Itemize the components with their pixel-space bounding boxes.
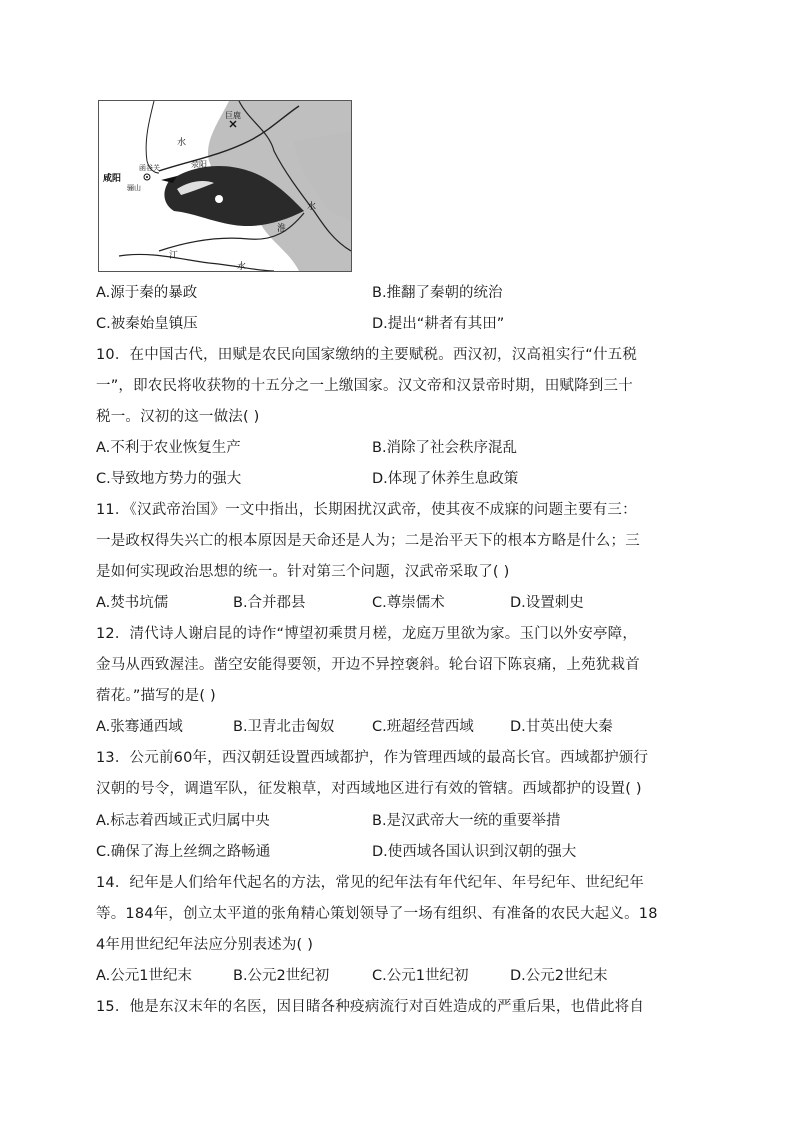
q11-option-a[interactable]: A.焚书坑儒	[96, 595, 169, 611]
q14-option-c[interactable]: C.公元1世纪初	[372, 968, 469, 984]
map-label-lishan: 骊山	[127, 184, 141, 192]
q9-option-c[interactable]: C.被秦始皇镇压	[96, 316, 198, 332]
q13-option-c[interactable]: C.确保了海上丝绸之路畅通	[96, 844, 271, 860]
q11-option-c[interactable]: C.尊崇儒术	[372, 595, 445, 611]
q13-option-b[interactable]: B.是汉武帝大一统的重要举措	[372, 813, 561, 829]
q13-stem-line-2: 汉朝的号令，调遣军队，征发粮草，对西域地区进行有效的管辖。西域都护的设置( )	[96, 781, 642, 797]
q12-option-c[interactable]: C.班超经营西域	[372, 719, 474, 735]
q12-option-b[interactable]: B.卫青北击匈奴	[233, 719, 335, 735]
q14-option-a[interactable]: A.公元1世纪末	[96, 968, 192, 984]
q11-stem-line-2: 一是政权得失兴亡的根本原因是天命还是人为；二是治平天下的根本方略是什么；三	[96, 533, 640, 549]
map-label-julu: 巨鹿	[225, 111, 241, 120]
map-figure	[98, 100, 352, 272]
map-label-xianyang: 咸阳	[103, 174, 122, 184]
q9-option-d[interactable]: D.提出“耕者有其田”	[372, 316, 505, 332]
q10-stem-line-3: 税一。汉初的这一做法( )	[96, 409, 260, 425]
map-label-jiang: 江	[169, 251, 179, 261]
q12-stem-line-1: 12．清代诗人谢启昆的诗作“博望初乘贯月槎，龙庭万里欲为家。玉门以外安亭障，	[96, 626, 638, 642]
q13-option-a[interactable]: A.标志着西域正式归属中央	[96, 813, 270, 829]
q14-stem-line-3: 4年用世纪纪年法应分别表述为( )	[96, 937, 314, 953]
q10-stem-line-2: 一”，即农民将收获物的十五分之一上缴国家。汉文帝和汉景帝时期，田赋降到三十	[96, 378, 633, 394]
q13-stem-line-1: 13．公元前60年，西汉朝廷设置西域都护，作为管理西域的最高长官。西域都护颁行	[96, 750, 649, 766]
q10-option-a[interactable]: A.不利于农业恢复生产	[96, 440, 241, 456]
q14-stem-line-2: 等。184年，创立太平道的张角精心策划领导了一场有组织、有准备的农民大起义。18	[96, 906, 658, 922]
q11-stem-line-3: 是如何实现政治思想的统一。针对第三个问题，汉武帝采取了( )	[96, 564, 510, 580]
q14-option-b[interactable]: B.公元2世纪初	[233, 968, 330, 984]
q11-option-b[interactable]: B.合并郡县	[233, 595, 306, 611]
q10-option-d[interactable]: D.体现了休养生息政策	[372, 471, 519, 487]
q14-option-d[interactable]: D.公元2世纪末	[510, 968, 608, 984]
map-label-shui-3: 水	[237, 262, 247, 272]
q12-stem-line-2: 金马从西致渥洼。凿空安能得要领，开边不异控褒斜。轮台诏下陈哀痛，上苑犹栽首	[96, 657, 640, 673]
map-label-shui-1: 水	[177, 138, 187, 148]
q15-stem-line-1: 15．他是东汉末年的名医，因目睹各种疫病流行对百姓造成的严重后果，也借此将自	[96, 999, 645, 1015]
q10-option-c[interactable]: C.导致地方势力的强大	[96, 471, 242, 487]
q11-stem-line-1: 11．《汉武帝治国》一文中指出，长期困扰汉武帝，使其夜不成寐的问题主要有三：	[96, 502, 637, 518]
q10-option-b[interactable]: B.消除了社会秩序混乱	[372, 440, 518, 456]
q13-option-d[interactable]: D.使西域各国认识到汉朝的强大	[372, 844, 577, 860]
map-label-hangu: 函谷关	[139, 164, 160, 172]
q12-option-a[interactable]: A.张骞通西域	[96, 719, 183, 735]
q9-option-a[interactable]: A.源于秦的暴政	[96, 285, 198, 301]
q9-option-b[interactable]: B.推翻了秦朝的统治	[372, 285, 503, 301]
map-label-huai: 淮	[277, 224, 287, 234]
q11-option-d[interactable]: D.设置刺史	[510, 595, 584, 611]
q10-stem-line-1: 10．在中国古代，田赋是农民向国家缴纳的主要赋税。西汉初，汉高祖实行“什五税	[96, 347, 638, 363]
map-label-xingyang: 荥阳	[191, 160, 207, 169]
q12-stem-line-3: 蓿花。”描写的是( )	[96, 688, 216, 704]
map-label-shui-2: 水	[307, 202, 317, 212]
q12-option-d[interactable]: D.甘英出使大秦	[510, 719, 613, 735]
q14-stem-line-1: 14．纪年是人们给年代起名的方法，常见的纪年法有年代纪年、年号纪年、世纪纪年	[96, 875, 645, 891]
